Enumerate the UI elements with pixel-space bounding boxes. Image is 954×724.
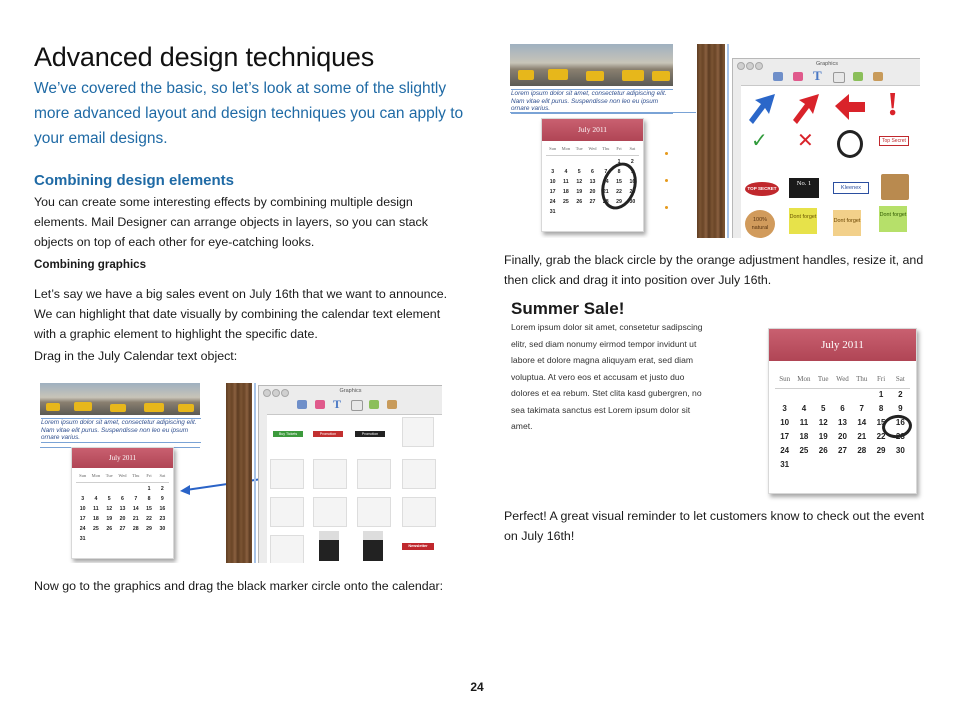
sale-body: Lorem ipsum dolor sit amet, consetetur sadipscing elitr, sed diam nonumy eirmod tempor invidunt ut labore et dolore magna aliquyam erat, sed diam voluptua. At vero eos et accusam et justo duo dolores et ea rebum. Stet clita kasd gubergren, no sea takimata sanctus est Lorem ipsum dolor sit amet. <box>511 322 703 431</box>
calendar-weekday: Fri <box>146 473 152 478</box>
calendar-day: 24 <box>549 199 556 205</box>
calendar-day: 10 <box>780 418 790 427</box>
calendar-weekdays <box>546 146 639 151</box>
calendar-weekdays <box>775 375 910 383</box>
calendar-day <box>586 159 599 165</box>
lorem-text: Lorem ipsum dolor sit amet, consectetur adipiscing elit. Nam vitae elit purus. Suspendisse non leo eu ipsum ornare varius. <box>41 418 201 443</box>
calendar-day <box>129 536 142 542</box>
calendar-day <box>546 159 559 165</box>
graphics-panel-title: Graphics <box>815 61 838 67</box>
calendar-day <box>142 536 155 542</box>
sale-title: Summer Sale! <box>511 299 625 318</box>
calendar-day: 24 <box>780 446 790 455</box>
promotion-button-black[interactable]: Promotion <box>355 431 385 437</box>
calendar-weekday: Wed <box>118 473 127 478</box>
calendar-day: 26 <box>818 446 828 455</box>
zoom-button[interactable] <box>281 389 289 397</box>
calendar-day <box>76 486 89 492</box>
calendar-day: 30 <box>895 446 905 455</box>
screenshot-marker-graphics <box>510 44 920 238</box>
calendar-day: 23 <box>159 516 166 522</box>
calendar-day: 31 <box>780 460 790 469</box>
calendar-day: 8 <box>147 496 151 502</box>
calendar-day <box>156 536 169 542</box>
blue-arrow-icon[interactable] <box>745 90 781 124</box>
perfect-paragraph: Perfect! A great visual reminder to let customers know to check out the event on July 16th! <box>504 509 925 543</box>
calendar-day <box>833 390 852 399</box>
natural-badge[interactable]: 100% natural <box>745 210 775 238</box>
calendar-day: 31 <box>79 536 86 542</box>
calendar-thumb[interactable] <box>402 459 436 489</box>
graphics-panel <box>258 385 442 563</box>
dont-forget-note[interactable]: Dont forget <box>789 208 817 234</box>
calendar-day: 29 <box>146 526 152 532</box>
calendar-day <box>89 536 102 542</box>
calendar-day <box>794 390 813 399</box>
calendar-day: 23 <box>629 189 636 195</box>
zoom-button[interactable] <box>755 62 763 70</box>
calendar-day: 8 <box>878 404 884 413</box>
calendar-day: 7 <box>134 496 138 502</box>
calendar-thumb[interactable] <box>402 417 434 447</box>
calendar-day <box>794 460 813 469</box>
calendar-day: 1 <box>147 486 151 492</box>
calendar-day: 10 <box>79 506 86 512</box>
calendar-day: 16 <box>895 418 905 427</box>
calendar-day: 11 <box>799 418 809 427</box>
calendar-day: 15 <box>146 506 152 512</box>
calendar-day <box>129 486 142 492</box>
calendar-thumb[interactable] <box>313 459 347 489</box>
calendar-day: 21 <box>132 516 139 522</box>
marker-circle-icon[interactable] <box>837 130 863 158</box>
calendar-day: 14 <box>132 506 139 512</box>
calendar-weekday: Sun <box>549 146 557 151</box>
calendar-day <box>852 390 871 399</box>
calendar-weekday: Tue <box>575 146 583 151</box>
calendar-weekday: Sun <box>79 473 87 478</box>
calendar-weekday: Sat <box>159 473 166 478</box>
calendar-title: July 2011 <box>542 119 643 141</box>
calendar-day: 19 <box>106 516 113 522</box>
calendar-weekday: Sun <box>779 375 791 383</box>
calendar-day: 15 <box>876 418 886 427</box>
calendar-day: 22 <box>876 432 886 441</box>
drag-paragraph: Drag in the July Calendar text object: <box>34 349 238 363</box>
calendar-day: 19 <box>818 432 828 441</box>
box-icon[interactable] <box>881 174 909 200</box>
wood-divider <box>226 383 252 563</box>
calendar-day <box>116 536 129 542</box>
portrait-photo[interactable] <box>363 531 383 561</box>
minimize-button[interactable] <box>272 389 280 397</box>
kleenex-badge[interactable]: Kleenex <box>833 182 869 194</box>
calendar-thumb[interactable] <box>357 459 391 489</box>
flower-icon[interactable] <box>315 400 325 409</box>
calendar-day <box>852 460 871 469</box>
calendar-day: 23 <box>895 432 905 441</box>
graphics-grid <box>741 85 920 238</box>
calendar-weekday: Mon <box>91 473 101 478</box>
calendar-day: 7 <box>604 169 608 175</box>
calendar-title: July 2011 <box>72 448 173 468</box>
graphics-icon[interactable] <box>387 400 397 409</box>
lorem-text: Lorem ipsum dolor sit amet, consectetur adipiscing elit. Nam vitae elit purus. Suspendisse non leo eu ipsum ornare varius. <box>511 89 673 114</box>
calendar-day: 13 <box>838 418 847 427</box>
calendar-widget-large <box>768 328 917 494</box>
calendar-day: 29 <box>876 446 886 455</box>
page-title: Advanced design techniques <box>34 42 375 72</box>
calendar-weekday: Mon <box>561 146 571 151</box>
calendar-weekday: Fri <box>616 146 622 151</box>
buy-tickets-button[interactable]: Buy Tickets <box>273 431 303 437</box>
calendar-day <box>89 486 102 492</box>
calendar-weekday: Sat <box>895 375 905 383</box>
calendar-weekday: Mon <box>797 375 811 383</box>
red-arrow-icon[interactable] <box>789 90 825 124</box>
top-secret-badge[interactable]: Top Secret <box>879 136 909 146</box>
blank-icon[interactable] <box>351 400 363 411</box>
graphics-panel-title: Graphics <box>339 388 362 394</box>
calendar-day: 29 <box>616 199 622 205</box>
calendar-day <box>599 209 612 215</box>
calendar-day <box>116 486 129 492</box>
intro-text: We’ve covered the basic, so let’s look at some of the slightly more advanced layout and design techniques you can apply to your email designs. <box>34 80 464 147</box>
calendar-day: 17 <box>780 432 790 441</box>
calendar-day: 11 <box>563 179 569 185</box>
calendar-day: 10 <box>549 179 556 185</box>
calendar-day: 9 <box>160 496 164 502</box>
top-secret-stamp[interactable]: TOP SECRET <box>745 182 779 196</box>
calendar-day <box>573 209 586 215</box>
section-title: Combining design elements <box>34 172 235 189</box>
wood-divider <box>697 44 725 238</box>
calendar-day: 25 <box>799 446 809 455</box>
calendar-day: 5 <box>107 496 111 502</box>
calendar-day: 22 <box>616 189 622 195</box>
text-icon[interactable]: T <box>813 68 822 83</box>
calendar-day: 24 <box>79 526 86 532</box>
calendar-day <box>626 209 639 215</box>
calendar-day: 30 <box>159 526 166 532</box>
calendar-day: 26 <box>106 526 113 532</box>
calendar-day: 6 <box>591 169 594 175</box>
calendar-day: 2 <box>630 159 634 165</box>
calendar-day: 28 <box>602 199 609 205</box>
close-button[interactable] <box>263 389 271 397</box>
calendar-day <box>833 460 852 469</box>
calendar-day: 14 <box>602 179 609 185</box>
calendar-day: 27 <box>119 526 126 532</box>
calendar-day: 12 <box>576 179 583 185</box>
calendar-thumb[interactable] <box>270 497 304 527</box>
calendar-day <box>599 159 612 165</box>
calendar-day: 12 <box>106 506 113 512</box>
calendar-day <box>103 486 116 492</box>
subsection-title: Combining graphics <box>34 258 147 271</box>
calendar-day: 11 <box>93 506 99 512</box>
calendar-day <box>103 536 116 542</box>
calendar-day: 1 <box>617 159 621 165</box>
calendar-day: 17 <box>549 189 556 195</box>
text-icon[interactable]: T <box>333 397 342 411</box>
layout-icon[interactable] <box>297 400 307 409</box>
calendar-day: 2 <box>898 390 903 399</box>
calendar-day: 4 <box>564 169 568 175</box>
blank-icon[interactable] <box>833 72 845 83</box>
calendar-day: 3 <box>782 404 787 413</box>
calendar-day: 26 <box>576 199 583 205</box>
taxi-photo <box>510 44 673 86</box>
calendar-day: 8 <box>617 169 621 175</box>
flower-icon[interactable] <box>793 72 803 81</box>
calendar-day: 5 <box>577 169 581 175</box>
calendar-weekday: Thu <box>132 473 140 478</box>
calendar-day: 16 <box>629 179 636 185</box>
calendar-day: 20 <box>589 189 596 195</box>
calendar-day: 30 <box>629 199 636 205</box>
calendar-day: 20 <box>838 432 847 441</box>
portrait-photo[interactable] <box>319 531 339 561</box>
close-button[interactable] <box>737 62 745 70</box>
calendar-day: 6 <box>121 496 124 502</box>
calendar-day: 19 <box>576 189 583 195</box>
section-paragraph: You can create some interesting effects by combining multiple design elements. Mail Designer can arrange objects in layers, so you can stack objects on top of each other for eye-catching looks. <box>34 195 428 249</box>
calendar-weekday: Wed <box>836 375 849 383</box>
calendar-day <box>612 209 625 215</box>
calendar-day: 28 <box>132 526 139 532</box>
newsletter-banner[interactable]: Newsletter <box>402 543 434 550</box>
screenshot-drag-calendar <box>40 383 442 563</box>
red-left-arrow-icon[interactable] <box>833 90 869 124</box>
pattern-icon[interactable] <box>853 72 863 81</box>
calendar-widget-small <box>71 447 174 559</box>
calendar-day: 3 <box>551 169 555 175</box>
calendar-weekday: Thu <box>856 375 868 383</box>
minimize-button[interactable] <box>746 62 754 70</box>
calendar-day: 7 <box>859 404 864 413</box>
graphics-grid <box>267 414 442 563</box>
dont-forget-note[interactable]: Dont forget <box>879 206 907 232</box>
calendar-day: 2 <box>160 486 164 492</box>
graphics-panel <box>732 58 920 238</box>
calendar-day: 31 <box>549 209 556 215</box>
calendar-day: 13 <box>119 506 126 512</box>
calendar-day: 18 <box>799 432 809 441</box>
calendar-thumb[interactable] <box>402 497 436 527</box>
calendar-day: 5 <box>820 404 826 413</box>
exclamation-icon[interactable]: ! <box>887 86 899 123</box>
calendar-thumb[interactable] <box>270 459 304 489</box>
adjust-handle[interactable] <box>665 179 668 182</box>
calendar-day: 4 <box>801 404 807 413</box>
calendar-day <box>573 159 586 165</box>
calendar-day: 13 <box>589 179 596 185</box>
calendar-day: 18 <box>93 516 99 522</box>
calendar-day: 17 <box>79 516 86 522</box>
calendar-day: 4 <box>94 496 98 502</box>
calendar-day: 9 <box>898 404 903 413</box>
calendar-weekday: Thu <box>602 146 610 151</box>
calendar-thumb[interactable] <box>270 535 304 563</box>
calendar-thumb[interactable] <box>357 497 391 527</box>
calendar-day: 6 <box>840 404 845 413</box>
calendar-day <box>891 460 910 469</box>
calendar-day <box>814 460 833 469</box>
calendar-day <box>871 460 890 469</box>
check-icon[interactable]: ✓ <box>751 130 768 152</box>
calendar-day <box>814 390 833 399</box>
cross-icon[interactable]: ✕ <box>797 130 814 152</box>
calendar-day: 27 <box>838 446 847 455</box>
calendar-day: 16 <box>159 506 166 512</box>
calendar-weekday: Sat <box>629 146 636 151</box>
calendar-weekday: Wed <box>588 146 597 151</box>
calendar-day: 9 <box>630 169 634 175</box>
taxi-photo <box>40 383 200 415</box>
calendar-day: 28 <box>857 446 867 455</box>
promotion-button-red[interactable]: Promotion <box>313 431 343 437</box>
adjust-handle[interactable] <box>665 206 668 209</box>
page-number: 24 <box>470 680 484 694</box>
pattern-icon[interactable] <box>369 400 379 409</box>
calendar-day: 12 <box>818 418 828 427</box>
calendar-day: 25 <box>93 526 99 532</box>
finally-paragraph: Finally, grab the black circle by the orange adjustment handles, resize it, and then click and drag it into position over July 16th. <box>504 253 924 287</box>
calendar-weekdays <box>76 473 169 478</box>
graphics-paragraph: Now go to the graphics and drag the black marker circle onto the calendar: <box>34 579 444 593</box>
adjust-handle[interactable] <box>665 152 668 155</box>
calendar-day <box>775 390 794 399</box>
calendar-day: 14 <box>857 418 867 427</box>
calendar-thumb[interactable] <box>313 497 347 527</box>
calendar-day: 27 <box>589 199 596 205</box>
calendar-weekday: Tue <box>105 473 113 478</box>
calendar-day: 21 <box>602 189 609 195</box>
calendar-day: 15 <box>616 179 622 185</box>
graphics-icon[interactable] <box>873 72 883 81</box>
calendar-weekday: Fri <box>876 375 886 383</box>
calendar-day: 1 <box>878 390 884 399</box>
calendar-title: July 2011 <box>769 329 916 361</box>
calendar-day <box>559 209 572 215</box>
calendar-day: 18 <box>563 189 569 195</box>
layout-icon[interactable] <box>773 72 783 81</box>
no1-badge[interactable]: No. 1 <box>789 178 819 198</box>
calendar-day: 3 <box>81 496 85 502</box>
calendar-day <box>559 159 572 165</box>
calendar-day: 21 <box>857 432 867 441</box>
calendar-weekday: Tue <box>817 375 829 383</box>
calendar-days <box>76 486 169 542</box>
calendar-day: 25 <box>563 199 569 205</box>
calendar-day: 20 <box>119 516 126 522</box>
sale-paragraph: Let’s say we have a big sales event on July 16th that we want to announce. We can highlight that date visually by combining the calendar text element with a graphic element to highlight the specific date. <box>34 287 448 341</box>
calendar-day: 22 <box>146 516 152 522</box>
calendar-day <box>586 209 599 215</box>
dont-forget-note[interactable]: Dont forget <box>833 210 861 236</box>
